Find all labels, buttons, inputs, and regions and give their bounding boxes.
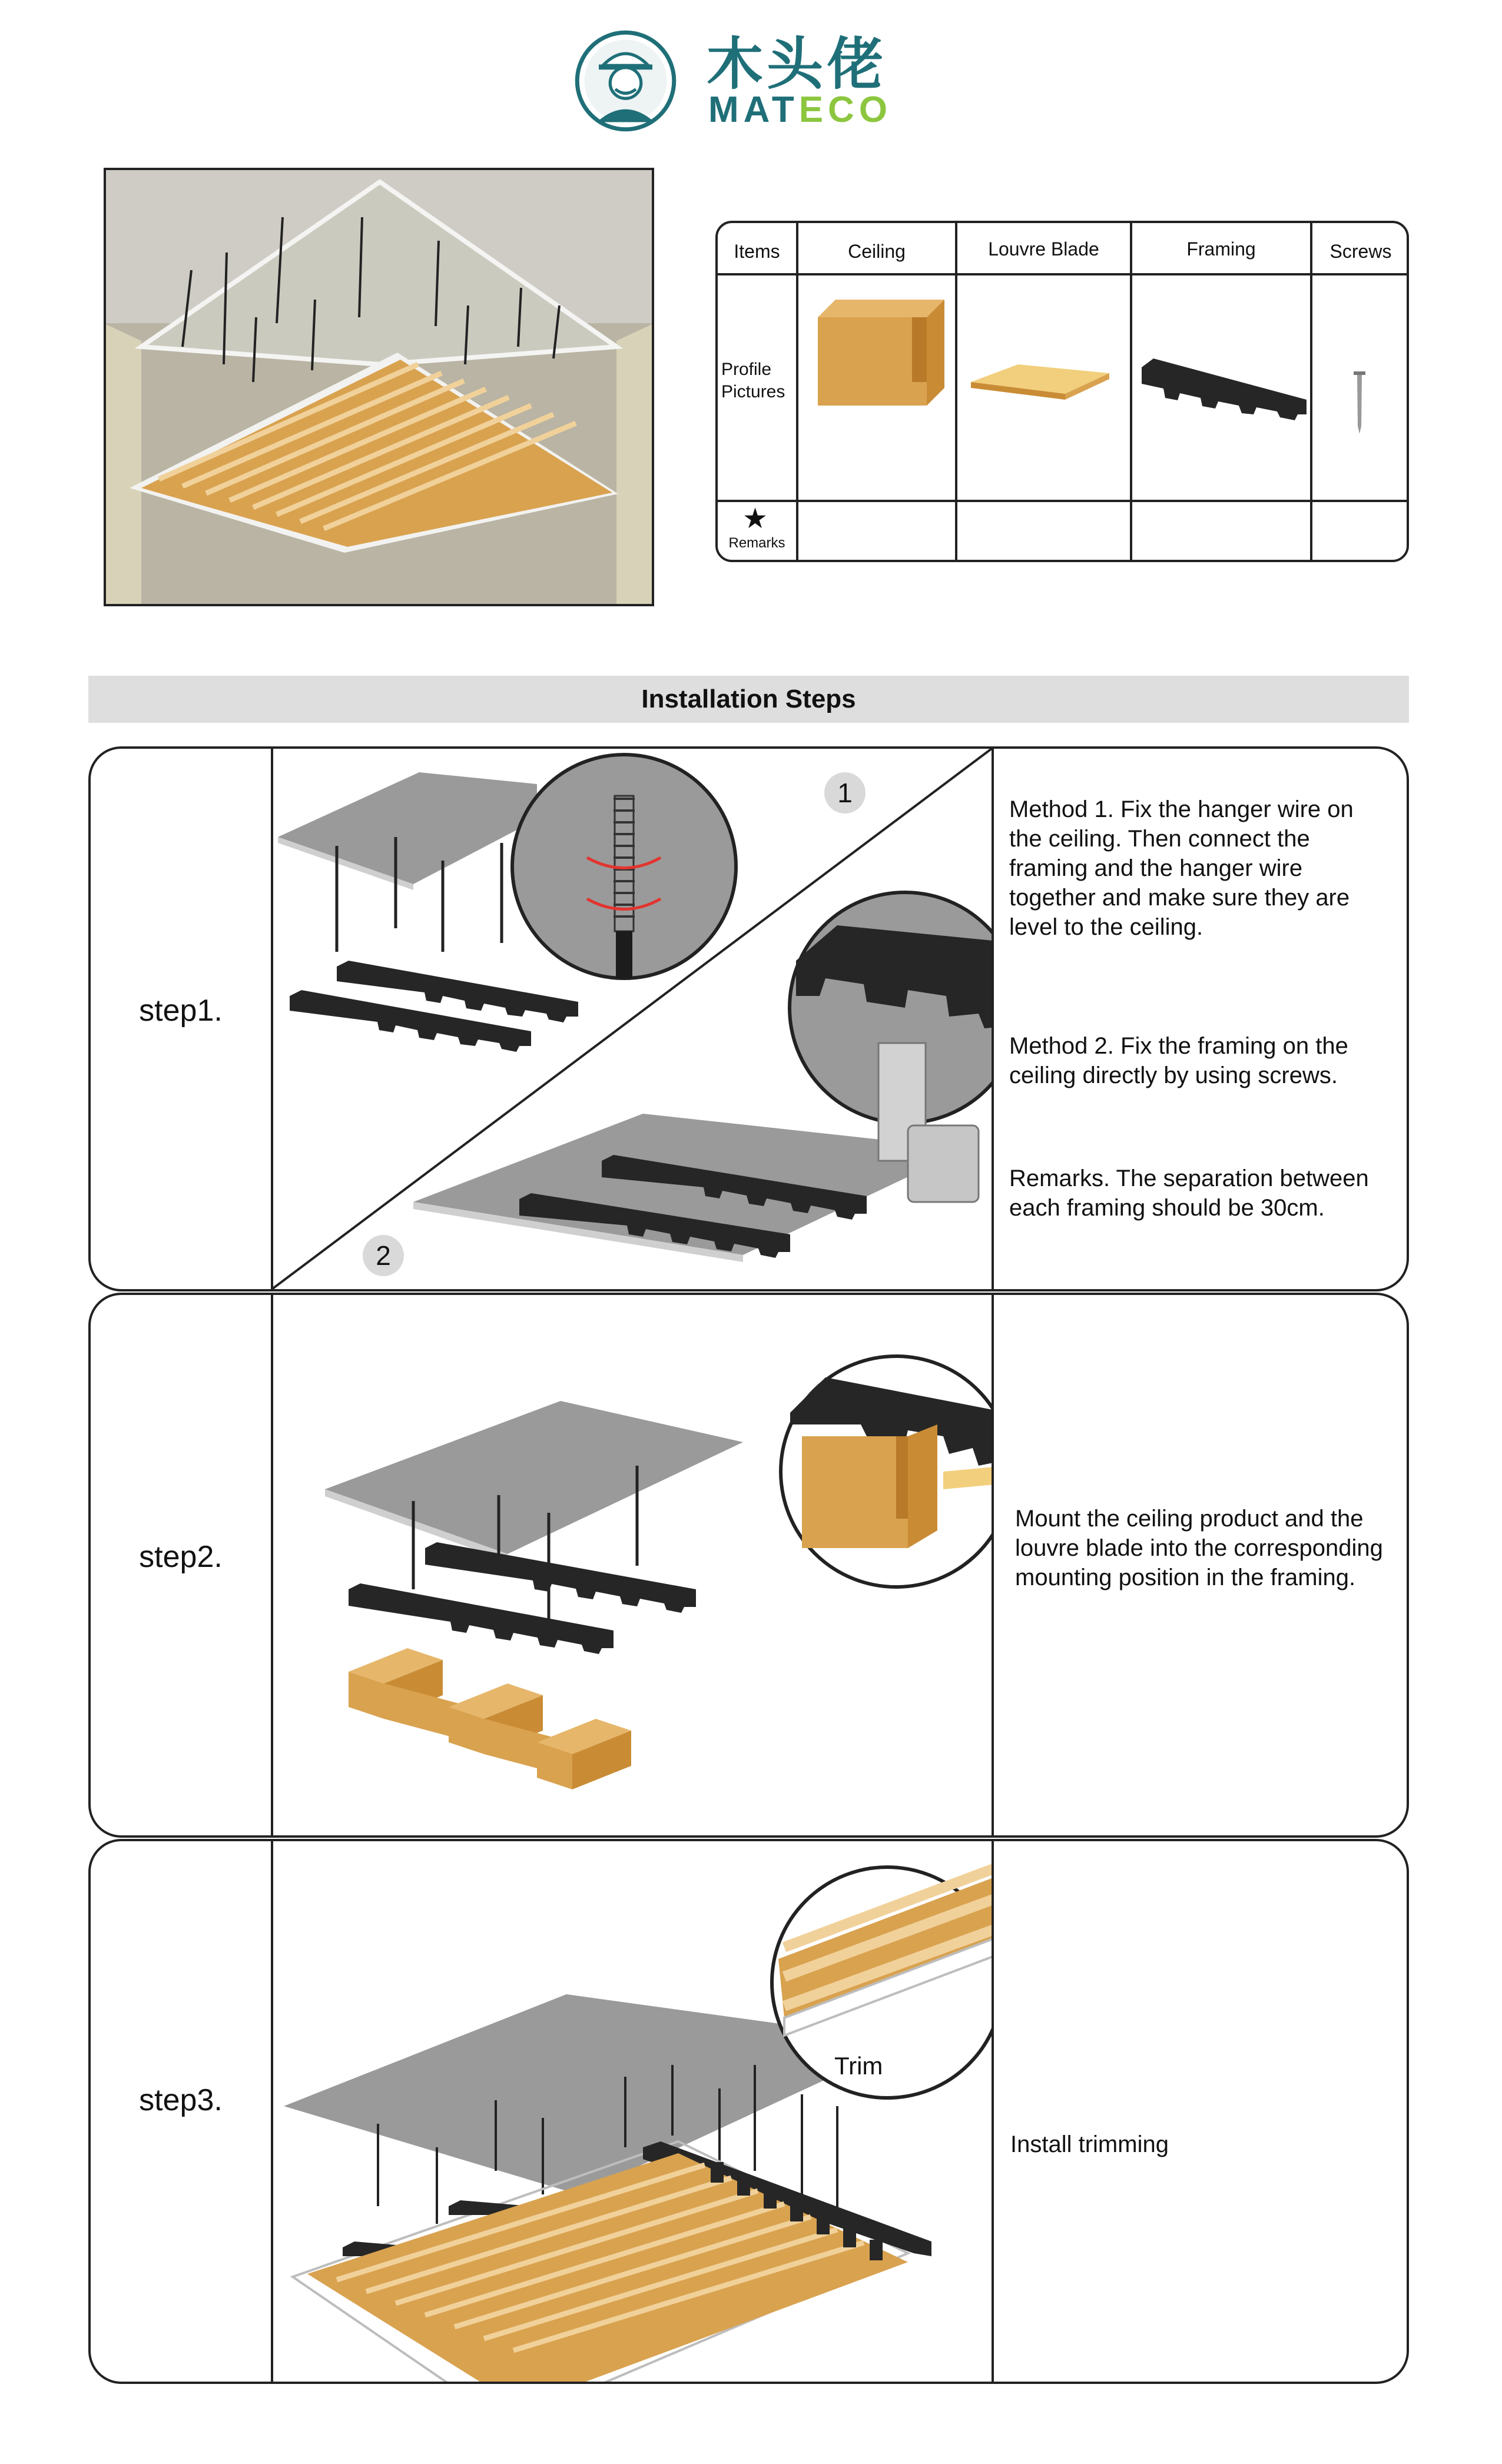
trim-callout-label: Trim — [831, 2052, 886, 2080]
step2-text: Mount the ceiling product and the louvre blade into the corresponding mounting position in the framing. — [1015, 1506, 1383, 1590]
step-row-2 — [88, 1293, 1409, 1838]
step-row-3 — [88, 1839, 1409, 2384]
method-2-badge: 2 — [363, 1235, 404, 1276]
table-header-ceiling: Ceiling — [848, 241, 906, 262]
table-header-louvre-blade: Louvre Blade — [988, 238, 1099, 260]
table-divider — [718, 500, 1407, 502]
table-divider — [718, 273, 1407, 275]
louvre-ceiling-render — [106, 170, 652, 604]
table-divider — [955, 223, 957, 560]
table-header-items: Items — [734, 241, 780, 262]
brand-name-english — [708, 89, 892, 131]
step1-illustration — [272, 749, 992, 1289]
table-divider — [1310, 223, 1312, 560]
louvre-blade-image — [965, 358, 1118, 411]
step3-text: Install trimming — [1010, 2131, 1169, 2157]
step1-method2-text: Method 2. Fix the framing on the ceiling directly by using screws. — [1009, 1033, 1348, 1088]
table-divider — [1130, 223, 1132, 560]
star-icon: ★ — [742, 503, 768, 534]
table-header-framing: Framing — [1186, 238, 1256, 260]
step-row-1 — [88, 746, 1409, 1291]
step1-method1-text: Method 1. Fix the hanger wire on the ceiling. Then connect the framing and the hanger wire together and make sure they are level to the ceiling. — [1009, 796, 1354, 940]
column-divider — [992, 1841, 994, 2382]
ceiling-render-image — [104, 168, 654, 606]
profile-table — [715, 221, 1409, 562]
table-divider — [796, 223, 798, 560]
step1-remarks-text: Remarks. The separation between each framing should be 30cm. — [1009, 1165, 1369, 1221]
section-title: Installation Steps — [641, 685, 856, 713]
table-header-screws: Screws — [1329, 241, 1392, 262]
brand-name-accent: ECO — [798, 89, 893, 130]
column-divider — [992, 749, 994, 1289]
table-row-label-profile-pictures: Profile Pictures — [721, 360, 785, 401]
method-1-badge: 1 — [824, 772, 866, 813]
step-label: step2. — [139, 1540, 223, 1574]
screw-image — [1351, 370, 1368, 435]
step-label: step3. — [139, 2083, 223, 2117]
step-label: step1. — [139, 994, 223, 1028]
step2-illustration — [272, 1295, 992, 1835]
step3-illustration — [272, 1841, 992, 2382]
brand-name-chinese: 木头佬 — [707, 33, 887, 96]
ceiling-profile-image — [812, 294, 947, 411]
framing-profile-image — [1139, 350, 1309, 438]
brand-name-main: MAT — [708, 89, 799, 130]
column-divider — [992, 1295, 994, 1835]
table-row-label-remarks: Remarks — [728, 535, 785, 551]
mascot-logo-icon — [574, 29, 677, 132]
